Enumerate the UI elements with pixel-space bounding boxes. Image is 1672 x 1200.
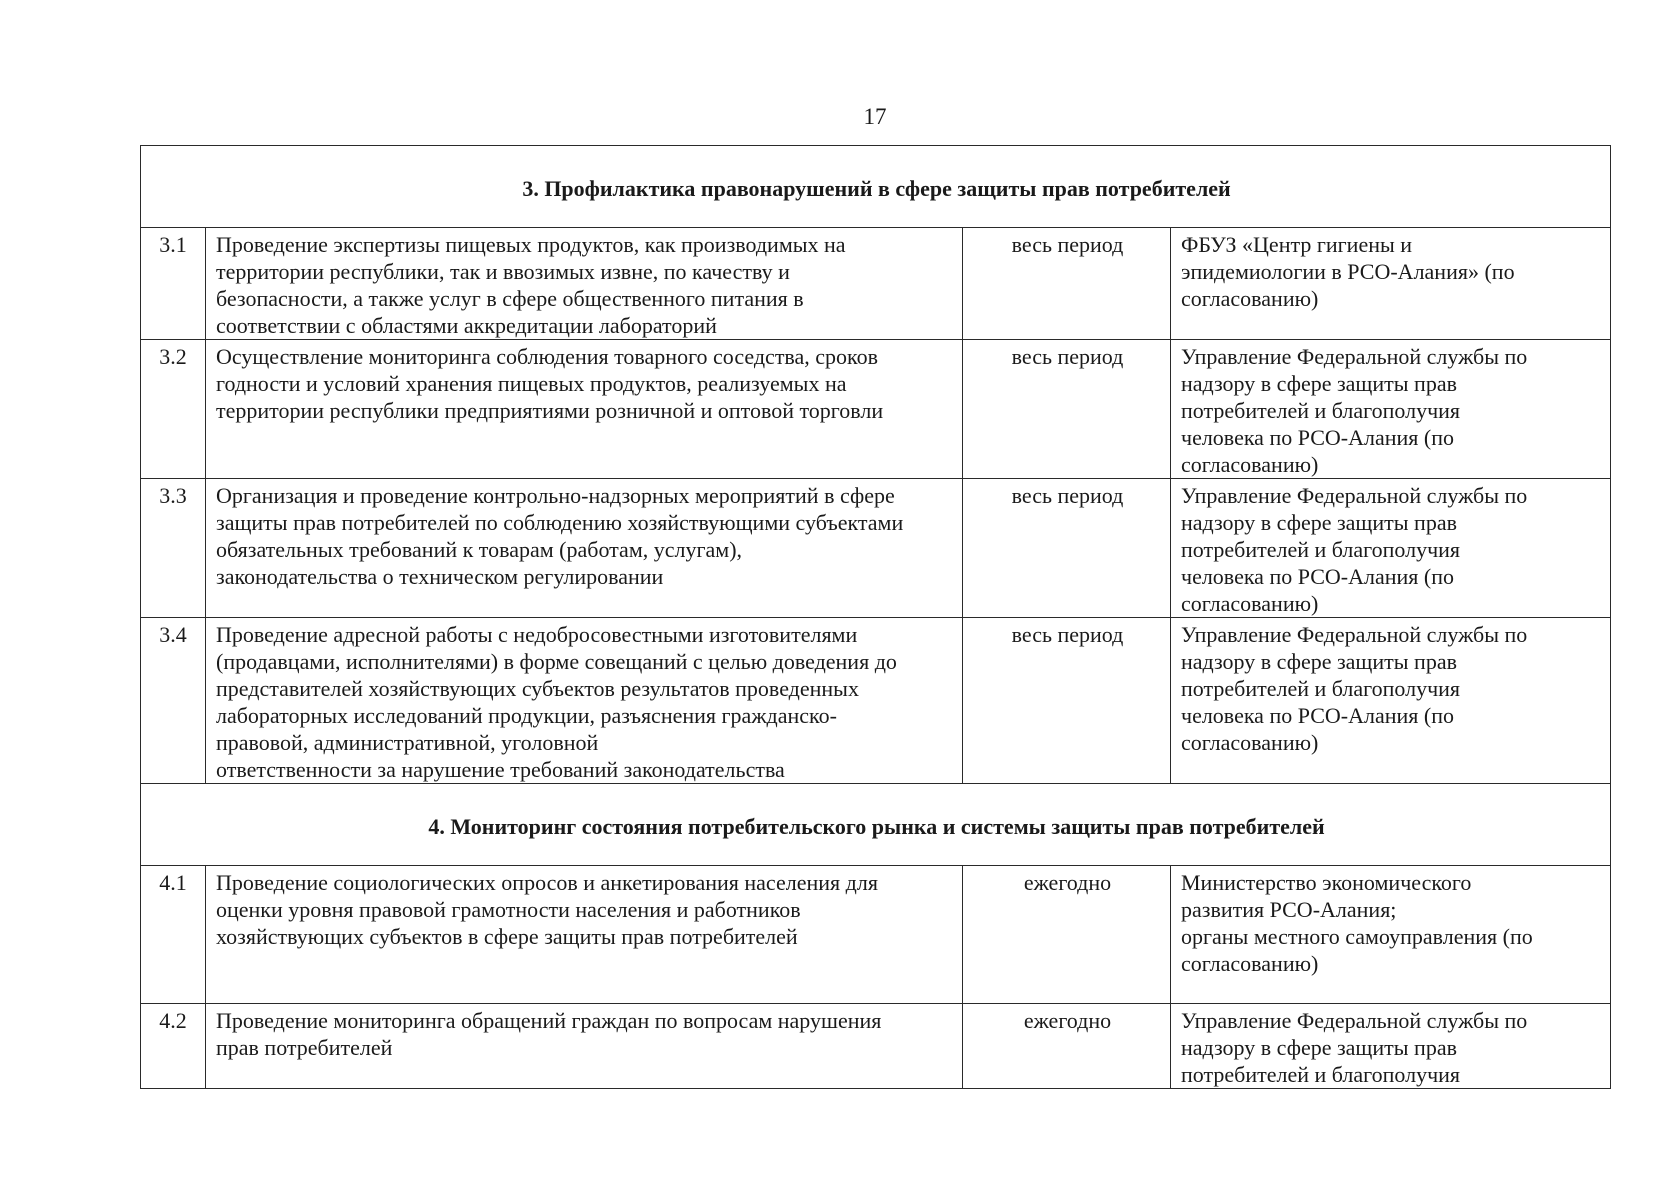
row-number: 3.1 [141, 228, 206, 340]
section-header-row [141, 784, 1611, 866]
row-number: 3.4 [141, 618, 206, 784]
table-row [141, 479, 1611, 618]
activity-cell: Проведение адресной работы с недобросовестными изготовителями (продавцами, исполнителями) в форме совещаний с целью доведения до представителей хозяйствующих субъектов результатов проведенных лабораторных исследований продукции, разъяснения гражданско- правовой, административной, уголовной ответственности за нарушение требований законодательства [206, 618, 963, 784]
row-number: 3.3 [141, 479, 206, 618]
executor-cell: Управление Федеральной службы по надзору в сфере защиты прав потребителей и благополучия [1171, 1004, 1611, 1089]
executor-cell: Управление Федеральной службы по надзору в сфере защиты прав потребителей и благополучия человека по РСО-Алания (по согласованию) [1171, 618, 1611, 784]
term-cell: ежегодно [963, 866, 1171, 1004]
row-number: 4.2 [141, 1004, 206, 1089]
term-cell: ежегодно [963, 1004, 1171, 1089]
activity-cell: Проведение социологических опросов и анкетирования населения для оценки уровня правовой грамотности населения и работников хозяйствующих субъектов в сфере защиты прав потребителей [206, 866, 963, 1004]
activity-cell: Проведение экспертизы пищевых продуктов, как производимых на территории республики, так и ввозимых извне, по качеству и безопасности, а также услуг в сфере общественного питания в соответствии с областями аккредитации лабораторий [206, 228, 963, 340]
table-row [141, 340, 1611, 479]
executor-cell: Управление Федеральной службы по надзору в сфере защиты прав потребителей и благополучия человека по РСО-Алания (по согласованию) [1171, 340, 1611, 479]
term-cell: весь период [963, 618, 1171, 784]
term-cell: весь период [963, 479, 1171, 618]
activity-cell: Организация и проведение контрольно-надзорных мероприятий в сфере защиты прав потребителей по соблюдению хозяйствующими субъектами обязательных требований к товарам (работам, услугам), законодательства о техническом регулировании [206, 479, 963, 618]
term-cell: весь период [963, 340, 1171, 479]
section-title: 3. Профилактика правонарушений в сфере защиты прав потребителей [141, 146, 1611, 228]
table-row [141, 1004, 1611, 1089]
row-number: 4.1 [141, 866, 206, 1004]
activity-cell: Проведение мониторинга обращений граждан по вопросам нарушения прав потребителей [206, 1004, 963, 1089]
table-row [141, 618, 1611, 784]
term-cell: весь период [963, 228, 1171, 340]
executor-cell: ФБУЗ «Центр гигиены и эпидемиологии в РСО-Алания» (по согласованию) [1171, 228, 1611, 340]
measures-table [140, 145, 1611, 1089]
page-number: 17 [863, 104, 887, 129]
section-title: 4. Мониторинг состояния потребительского рынка и системы защиты прав потребителей [141, 784, 1611, 866]
table-row [141, 228, 1611, 340]
executor-cell: Министерство экономического развития РСО-Алания; органы местного самоуправления (по согласованию) [1171, 866, 1611, 1004]
row-number: 3.2 [141, 340, 206, 479]
activity-cell: Осуществление мониторинга соблюдения товарного соседства, сроков годности и условий хранения пищевых продуктов, реализуемых на территории республики предприятиями розничной и оптовой торговли [206, 340, 963, 479]
section-header-row [141, 146, 1611, 228]
executor-cell: Управление Федеральной службы по надзору в сфере защиты прав потребителей и благополучия человека по РСО-Алания (по согласованию) [1171, 479, 1611, 618]
table-row [141, 866, 1611, 1004]
